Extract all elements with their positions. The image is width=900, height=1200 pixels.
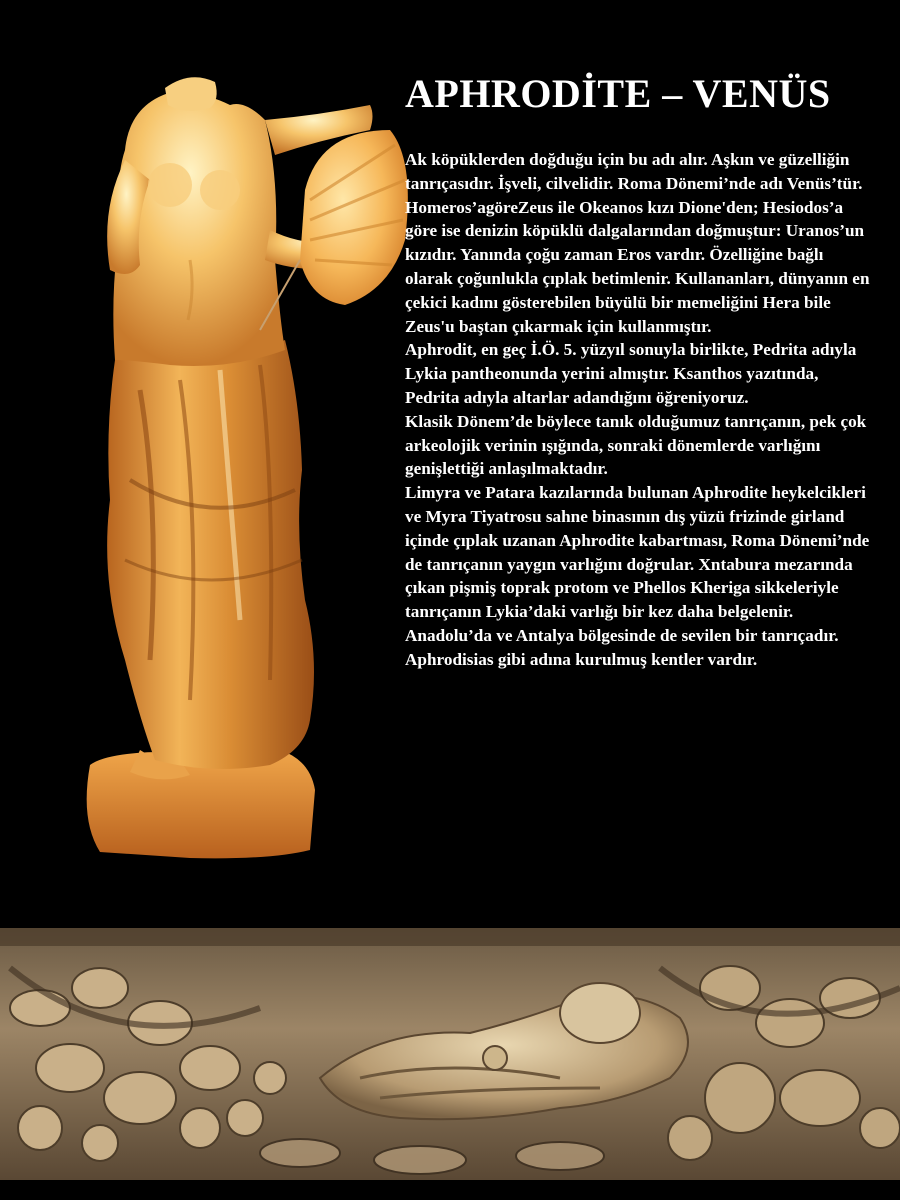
paragraph-classical: Klasik Dönem’de böylece tanık olduğumuz tanrıçanın, pek çok arkeolojik verinin ışığında, sonraki dönemlerde varlığını genişlettiği anlaşılmaktadır. xyxy=(405,411,867,479)
reclining-aphrodite-garland-relief-icon xyxy=(0,928,900,1180)
paragraph-birth: Homeros’agöreZeus ile Okeanos kızı Dione'den; Hesiodos’a göre ise denizin köpüklü dalgalarından doğmuştur: Uranos’un kızıdır. Yanında çoğu zaman Eros vardır. Özelliğine bağlı olarak çoğunlukla çıplak betimlenir. Kullananları, dünyanın en çekici kadını gösterebilen büyülü bir memeliğini Hera bile Zeus'u baştan çıkarmak için kullanmıştır. xyxy=(405,197,870,336)
paragraph-lykia: Aphrodit, en geç İ.Ö. 5. yüzyıl sonuyla birlikte, Pedrita adıyla Lykia pantheonunda yerini almıştır. Ksanthos yazıtında, Pedrita adıyla altarlar adandığını öğreniyoruz. xyxy=(405,340,857,407)
paragraph-origin: Ak köpüklerden doğduğu için bu adı alır. Aşkın ve güzelliğin tanrıçasıdır. İşveli, cilvelidir. Roma Dönemi’nde adı Venüs’tür. xyxy=(405,150,863,193)
statue-drapery xyxy=(107,340,314,769)
headless-aphrodite-statue-icon xyxy=(70,60,410,890)
paragraph-excavations: Limyra ve Patara kazılarında bulunan Aphrodite heykelcikleri ve Myra Tiyatrosu sahne binasının dış yüzü frizinde girland içinde çıplak uzanan Aphrodite kabartması, Roma Dönemi’nde de tanrıçanın yaygın varlığını doğrular. Xntabura mezarında çıkan pişmiş toprak protom ve Phellos Kheriga sikkeleriyle tanrıçanın Lykia’daki varlığı bir kez daha belgelenir. Anadolu’da ve Antalya bölgesinde de sevilen bir tanrıçadır. Aphrodisias gibi adına kurulmuş kentler vardır. xyxy=(405,483,870,669)
article-body xyxy=(405,148,875,672)
bottom-border xyxy=(0,1180,900,1200)
page-title: APHRODİTE – VENÜS xyxy=(405,71,831,116)
